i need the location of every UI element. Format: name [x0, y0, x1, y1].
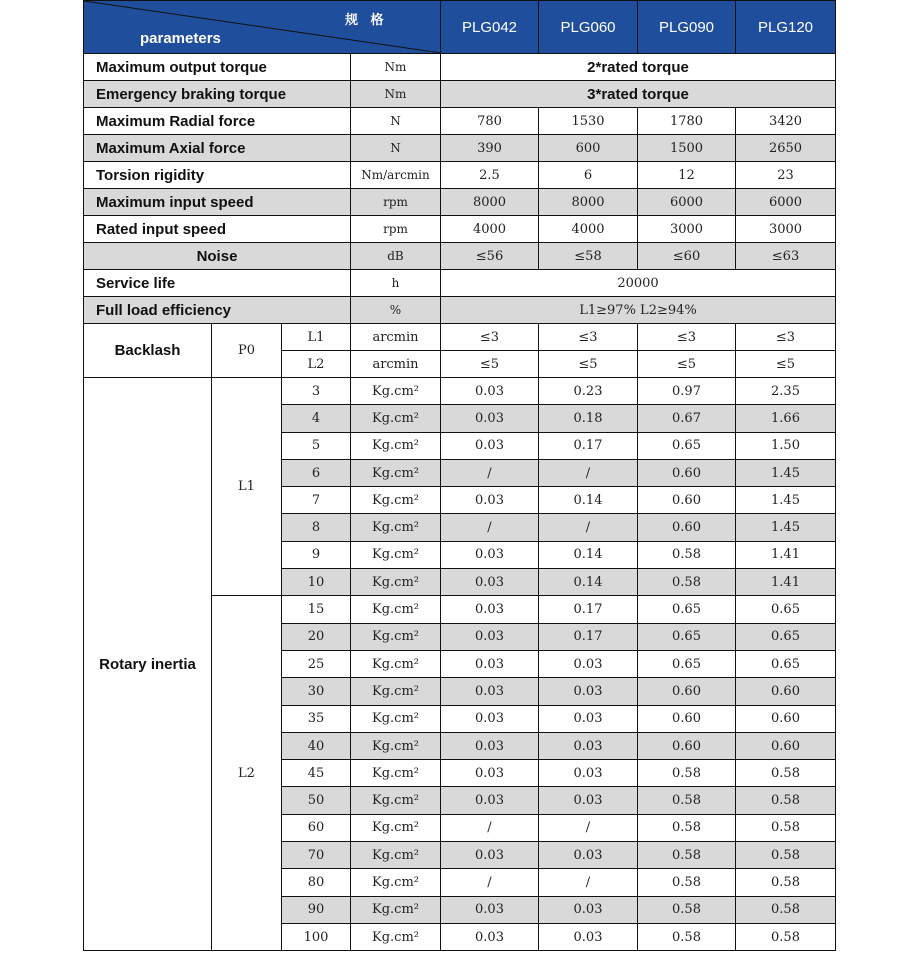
- value-cell: 0.03: [539, 732, 638, 759]
- unit-cell: Kg.cm²: [351, 459, 441, 486]
- ratio-cell: 9: [282, 541, 351, 568]
- value-cell: 0.60: [736, 678, 836, 705]
- value-cell: 0.65: [638, 623, 736, 650]
- value-cell: 0.03: [539, 787, 638, 814]
- ratio-cell: 40: [282, 732, 351, 759]
- merged-value: 20000: [441, 270, 836, 297]
- row-label: Full load efficiency: [84, 297, 351, 324]
- table-row: [84, 54, 836, 81]
- stage-cell: L2: [212, 596, 282, 951]
- model-plg090: PLG090: [638, 1, 736, 54]
- value-cell: 0.03: [539, 678, 638, 705]
- value-cell: 0.58: [638, 787, 736, 814]
- value-cell: 1.45: [736, 459, 836, 486]
- value-cell: 23: [736, 162, 836, 189]
- unit-cell: Kg.cm²: [351, 569, 441, 596]
- unit-cell: Kg.cm²: [351, 814, 441, 841]
- ratio-cell: 50: [282, 787, 351, 814]
- value-cell: 0.65: [638, 596, 736, 623]
- value-cell: 1500: [638, 135, 736, 162]
- merged-value: L1≥97% L2≥94%: [441, 297, 836, 324]
- row-label: Maximum Radial force: [84, 108, 351, 135]
- stage-cell: L1: [212, 378, 282, 596]
- table-row: [84, 270, 836, 297]
- stage-cell: L2: [282, 351, 351, 378]
- value-cell: /: [539, 869, 638, 896]
- value-cell: 0.58: [638, 923, 736, 950]
- value-cell: 4000: [539, 216, 638, 243]
- ratio-cell: 90: [282, 896, 351, 923]
- value-cell: 0.03: [441, 842, 539, 869]
- value-cell: ≤5: [638, 351, 736, 378]
- value-cell: 0.58: [736, 896, 836, 923]
- unit-cell: dB: [351, 243, 441, 270]
- value-cell: 0.65: [736, 623, 836, 650]
- value-cell: 0.18: [539, 405, 638, 432]
- unit-cell: rpm: [351, 216, 441, 243]
- value-cell: 0.03: [441, 596, 539, 623]
- unit-cell: Kg.cm²: [351, 732, 441, 759]
- value-cell: 0.58: [638, 842, 736, 869]
- table-row: [84, 324, 836, 351]
- table-row: [84, 162, 836, 189]
- unit-cell: Kg.cm²: [351, 923, 441, 950]
- value-cell: 8000: [441, 189, 539, 216]
- value-cell: /: [539, 514, 638, 541]
- ratio-cell: 45: [282, 760, 351, 787]
- value-cell: ≤56: [441, 243, 539, 270]
- unit-cell: arcmin: [351, 351, 441, 378]
- value-cell: 1530: [539, 108, 638, 135]
- value-cell: 0.58: [638, 814, 736, 841]
- value-cell: ≤5: [539, 351, 638, 378]
- value-cell: 0.60: [736, 705, 836, 732]
- unit-cell: Kg.cm²: [351, 432, 441, 459]
- ratio-cell: 30: [282, 678, 351, 705]
- value-cell: 0.03: [441, 732, 539, 759]
- value-cell: 3000: [638, 216, 736, 243]
- row-label: Maximum input speed: [84, 189, 351, 216]
- unit-cell: Kg.cm²: [351, 787, 441, 814]
- value-cell: 0.58: [736, 923, 836, 950]
- backlash-class: P0: [212, 324, 282, 378]
- row-label: Torsion rigidity: [84, 162, 351, 189]
- value-cell: 1.66: [736, 405, 836, 432]
- ratio-cell: 8: [282, 514, 351, 541]
- value-cell: 390: [441, 135, 539, 162]
- value-cell: 0.03: [441, 378, 539, 405]
- param-label: parameters: [140, 30, 221, 47]
- unit-cell: Nm/arcmin: [351, 162, 441, 189]
- header-corner: [84, 1, 441, 54]
- ratio-cell: 25: [282, 650, 351, 677]
- value-cell: 1.50: [736, 432, 836, 459]
- row-label: Noise: [84, 243, 351, 270]
- value-cell: 2650: [736, 135, 836, 162]
- value-cell: 0.67: [638, 405, 736, 432]
- ratio-cell: 10: [282, 569, 351, 596]
- value-cell: /: [441, 459, 539, 486]
- unit-cell: Nm: [351, 81, 441, 108]
- value-cell: 0.03: [441, 705, 539, 732]
- backlash-label: Backlash: [84, 324, 212, 378]
- value-cell: ≤58: [539, 243, 638, 270]
- row-label: Rated input speed: [84, 216, 351, 243]
- row-label: Service life: [84, 270, 351, 297]
- value-cell: 3000: [736, 216, 836, 243]
- value-cell: 0.03: [539, 842, 638, 869]
- unit-cell: Nm: [351, 54, 441, 81]
- value-cell: 0.65: [638, 432, 736, 459]
- ratio-cell: 60: [282, 814, 351, 841]
- value-cell: /: [441, 814, 539, 841]
- unit-cell: Kg.cm²: [351, 514, 441, 541]
- value-cell: 6000: [638, 189, 736, 216]
- inertia-label: Rotary inertia: [84, 378, 212, 951]
- spec-table: [83, 0, 836, 951]
- ratio-cell: 7: [282, 487, 351, 514]
- unit-cell: N: [351, 135, 441, 162]
- table-row: [84, 189, 836, 216]
- value-cell: 0.65: [736, 596, 836, 623]
- value-cell: ≤60: [638, 243, 736, 270]
- value-cell: 0.60: [638, 732, 736, 759]
- value-cell: 0.58: [638, 869, 736, 896]
- row-label: Maximum Axial force: [84, 135, 351, 162]
- unit-cell: h: [351, 270, 441, 297]
- value-cell: 0.60: [638, 459, 736, 486]
- value-cell: 0.03: [441, 787, 539, 814]
- ratio-cell: 4: [282, 405, 351, 432]
- table-row: [84, 243, 836, 270]
- value-cell: 0.58: [638, 896, 736, 923]
- unit-cell: Kg.cm²: [351, 541, 441, 568]
- ratio-cell: 20: [282, 623, 351, 650]
- value-cell: 12: [638, 162, 736, 189]
- value-cell: 0.14: [539, 487, 638, 514]
- value-cell: 0.60: [638, 514, 736, 541]
- ratio-cell: 80: [282, 869, 351, 896]
- unit-cell: Kg.cm²: [351, 378, 441, 405]
- ratio-cell: 100: [282, 923, 351, 950]
- unit-cell: Kg.cm²: [351, 760, 441, 787]
- value-cell: 2.35: [736, 378, 836, 405]
- table-row: [84, 81, 836, 108]
- unit-cell: Kg.cm²: [351, 596, 441, 623]
- ratio-cell: 5: [282, 432, 351, 459]
- value-cell: 0.14: [539, 569, 638, 596]
- row-label: Maximum output torque: [84, 54, 351, 81]
- value-cell: ≤3: [539, 324, 638, 351]
- value-cell: 0.03: [441, 760, 539, 787]
- value-cell: 6: [539, 162, 638, 189]
- value-cell: ≤5: [736, 351, 836, 378]
- table-row: [84, 216, 836, 243]
- value-cell: 0.65: [638, 650, 736, 677]
- merged-value: 3*rated torque: [441, 81, 836, 108]
- value-cell: 3420: [736, 108, 836, 135]
- model-plg060: PLG060: [539, 1, 638, 54]
- value-cell: 0.60: [638, 705, 736, 732]
- header-row: [84, 1, 836, 54]
- value-cell: 0.03: [441, 487, 539, 514]
- unit-cell: Kg.cm²: [351, 487, 441, 514]
- value-cell: /: [441, 869, 539, 896]
- value-cell: ≤63: [736, 243, 836, 270]
- value-cell: 0.60: [638, 487, 736, 514]
- value-cell: 0.23: [539, 378, 638, 405]
- unit-cell: Kg.cm²: [351, 405, 441, 432]
- unit-cell: Kg.cm²: [351, 705, 441, 732]
- value-cell: 0.17: [539, 432, 638, 459]
- value-cell: 8000: [539, 189, 638, 216]
- spec-label: 规 格: [345, 13, 388, 28]
- table-row: [84, 378, 836, 405]
- stage-cell: L1: [282, 324, 351, 351]
- unit-cell: Kg.cm²: [351, 678, 441, 705]
- value-cell: 1.45: [736, 514, 836, 541]
- value-cell: 0.03: [441, 541, 539, 568]
- unit-cell: %: [351, 297, 441, 324]
- ratio-cell: 35: [282, 705, 351, 732]
- value-cell: 0.03: [441, 650, 539, 677]
- ratio-cell: 15: [282, 596, 351, 623]
- value-cell: 0.03: [539, 705, 638, 732]
- value-cell: 0.03: [539, 650, 638, 677]
- value-cell: 2.5: [441, 162, 539, 189]
- table-row: [84, 108, 836, 135]
- value-cell: 0.03: [441, 678, 539, 705]
- value-cell: 1.41: [736, 569, 836, 596]
- value-cell: 0.03: [539, 896, 638, 923]
- table-row: [84, 297, 836, 324]
- value-cell: 0.17: [539, 623, 638, 650]
- unit-cell: arcmin: [351, 324, 441, 351]
- ratio-cell: 3: [282, 378, 351, 405]
- value-cell: /: [441, 514, 539, 541]
- value-cell: 0.60: [736, 732, 836, 759]
- value-cell: 0.58: [736, 760, 836, 787]
- value-cell: 0.65: [736, 650, 836, 677]
- value-cell: 0.03: [441, 405, 539, 432]
- value-cell: 0.17: [539, 596, 638, 623]
- unit-cell: Kg.cm²: [351, 896, 441, 923]
- value-cell: 0.03: [441, 569, 539, 596]
- value-cell: 0.03: [539, 760, 638, 787]
- value-cell: ≤3: [441, 324, 539, 351]
- value-cell: 0.03: [441, 623, 539, 650]
- value-cell: 0.60: [638, 678, 736, 705]
- value-cell: 0.58: [736, 814, 836, 841]
- value-cell: 0.58: [638, 541, 736, 568]
- unit-cell: rpm: [351, 189, 441, 216]
- value-cell: ≤3: [638, 324, 736, 351]
- value-cell: 0.03: [441, 923, 539, 950]
- value-cell: /: [539, 814, 638, 841]
- value-cell: 0.58: [736, 842, 836, 869]
- value-cell: 0.58: [736, 869, 836, 896]
- model-plg120: PLG120: [736, 1, 836, 54]
- value-cell: 780: [441, 108, 539, 135]
- value-cell: 0.03: [441, 432, 539, 459]
- value-cell: 600: [539, 135, 638, 162]
- merged-value: 2*rated torque: [441, 54, 836, 81]
- value-cell: 0.58: [638, 760, 736, 787]
- unit-cell: Kg.cm²: [351, 650, 441, 677]
- row-label: Emergency braking torque: [84, 81, 351, 108]
- value-cell: 1.41: [736, 541, 836, 568]
- value-cell: ≤3: [736, 324, 836, 351]
- value-cell: 1780: [638, 108, 736, 135]
- value-cell: 0.03: [539, 923, 638, 950]
- table-row: [84, 135, 836, 162]
- model-plg042: PLG042: [441, 1, 539, 54]
- value-cell: 0.03: [441, 896, 539, 923]
- value-cell: 6000: [736, 189, 836, 216]
- ratio-cell: 70: [282, 842, 351, 869]
- value-cell: ≤5: [441, 351, 539, 378]
- unit-cell: Kg.cm²: [351, 869, 441, 896]
- value-cell: 0.58: [638, 569, 736, 596]
- ratio-cell: 6: [282, 459, 351, 486]
- value-cell: 0.14: [539, 541, 638, 568]
- value-cell: 4000: [441, 216, 539, 243]
- value-cell: 0.97: [638, 378, 736, 405]
- unit-cell: N: [351, 108, 441, 135]
- unit-cell: Kg.cm²: [351, 623, 441, 650]
- value-cell: /: [539, 459, 638, 486]
- value-cell: 1.45: [736, 487, 836, 514]
- value-cell: 0.58: [736, 787, 836, 814]
- unit-cell: Kg.cm²: [351, 842, 441, 869]
